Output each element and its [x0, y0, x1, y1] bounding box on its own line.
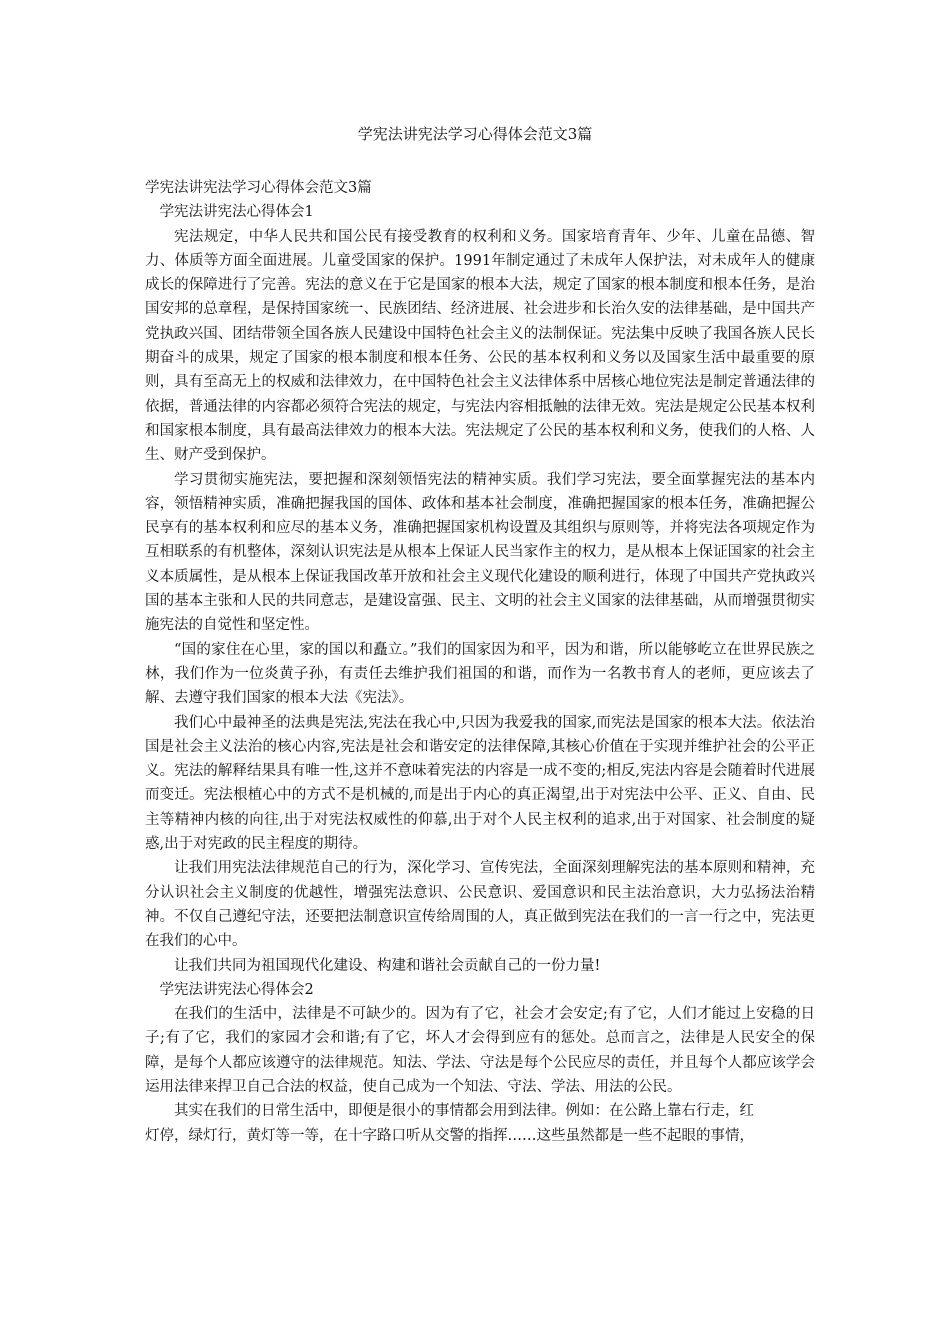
- document-body: [145, 176, 815, 1148]
- document-title: 学宪法讲宪法学习心得体会范文3篇: [357, 125, 593, 143]
- paragraph-7: 在我们的生活中，法律是不可缺少的。因为有了它，社会才会安定;有了它，人们才能过上安稳的日子;有了它，我们的家园才会和谐;有了它，坏人才会得到应有的惩处。总而言之，法律是人民安全的保障，是每个人都应该遵守的法律规范。知法、学法、守法是每个公民应尽的责任，并且每个人都应该学会运用法律来捍卫自己合法的权益，使自己成为一个知法、守法、学法、用法的公民。: [145, 1006, 815, 1095]
- paragraph-4: 我们心中最神圣的法典是宪法,宪法在我心中,只因为我爱我的国家,而宪法是国家的根本大法。依法治国是社会主义法治的核心内容,宪法是社会和谐安定的法律保障,其核心价值在于实现并维护社会的公平正义。宪法的解释结果具有唯一性,这并不意味着宪法的内容是一成不变的;相反,宪法内容是会随着时代进展而变迁。宪法根植心中的方式不是机械的,而是出于内心的真正渴望,出于对宪法中公平、正义、自由、民主等精神内核的向往,出于对宪法权威性的仰慕,出于对个人民主权利的追求,出于对国家、社会制度的疑惑,出于对宪政的民主程度的期待。: [145, 714, 815, 853]
- repeat-title: 学宪法讲宪法学习心得体会范文3篇: [145, 180, 372, 196]
- section-2-heading: 学宪法讲宪法心得体会2: [159, 981, 314, 998]
- section-1-heading: 学宪法讲宪法心得体会1: [159, 204, 314, 221]
- paragraph-2: 学习贯彻实施宪法，要把握和深刻领悟宪法的精神实质。我们学习宪法，要全面掌握宪法的基本内容，领悟精神实质，准确把握我国的国体、政体和基本社会制度，准确把握国家的根本任务，准确把握公民享有的基本权利和应尽的基本义务，准确把握国家机构设置及其组织与原则等，并将宪法各项规定作为互相联系的有机整体，深刻认识宪法是从根本上保证人民当家作主的权力，是从根本上保证国家的社会主义本质属性，是从根本上保证我国改革开放和社会主义现代化建设的顺利进行，体现了中国共产党执政兴国的基本主张和人民的共同意志，是建设富强、民主、文明的社会主义国家的法律基础，从而增强贯彻实施宪法的自觉性和坚定性。: [145, 471, 815, 634]
- paragraph-3: “国的家住在心里，家的国以和矗立。”我们的国家因为和平，因为和谐，所以能够屹立在世界民族之林，我们作为一位炎黄子孙，有责任去维护我们祖国的和谐，而作为一名教书育人的老师，更应该去了解、去遵守我们国家的根本大法《宪法》。: [145, 641, 815, 707]
- paragraph-8-line-1: 其实在我们的日常生活中，即便是很小的事情都会用到法律。例如：在公路上靠右行走，红: [174, 1103, 754, 1120]
- paragraph-5: 让我们用宪法法律规范自己的行为，深化学习、宣传宪法，全面深刻理解宪法的基本原则和精神，充分认识社会主义制度的优越性，增强宪法意识、公民意识、爱国意识和民主法治意识，大力弘扬法治精神。不仅自己遵纪守法，还要把法制意识宣传给周围的人，真正做到宪法在我们的一言一行之中，宪法更在我们的心中。: [145, 860, 815, 950]
- paragraph-1: 宪法规定，中华人民共和国公民有接受教育的权利和义务。国家培育青年、少年、儿童在品德、智力、体质等方面全面进展。儿童受国家的保护。1991年制定通过了未成年人保护法，对未成年人的健康成长的保障进行了完善。宪法的意义在于它是国家的根本大法，规定了国家的根本制度和根本任务，是治国安邦的总章程，是保持国家统一、民族团结、经济进展、社会进步和长治久安的法律基础，是中国共产党执政兴国、团结带领全国各族人民建设中国特色社会主义的法制保证。宪法集中反映了我国各族人民长期奋斗的成果，规定了国家的根本制度和根本任务、公民的基本权利和义务以及国家生活中最重要的原则，具有至高无上的权威和法律效力，在中国特色社会主义法律体系中居核心地位宪法是制定普通法律的依据，普通法律的内容都必须符合宪法的规定，与宪法内容相抵触的法律无效。宪法是规定公民基本权利和国家根本制度，具有最高法律效力的根本大法。宪法规定了公民的基本权利和义务，使我们的人格、人生、财产受到保护。: [145, 228, 815, 464]
- paragraph-8-line-2: 灯停，绿灯行，黄灯等一等，在十字路口听从交警的指挥……这些虽然都是一些不起眼的事情，: [145, 1127, 754, 1144]
- paragraph-6: 让我们共同为祖国现代化建设、构建和谐社会贡献自己的一份力量!: [174, 957, 601, 974]
